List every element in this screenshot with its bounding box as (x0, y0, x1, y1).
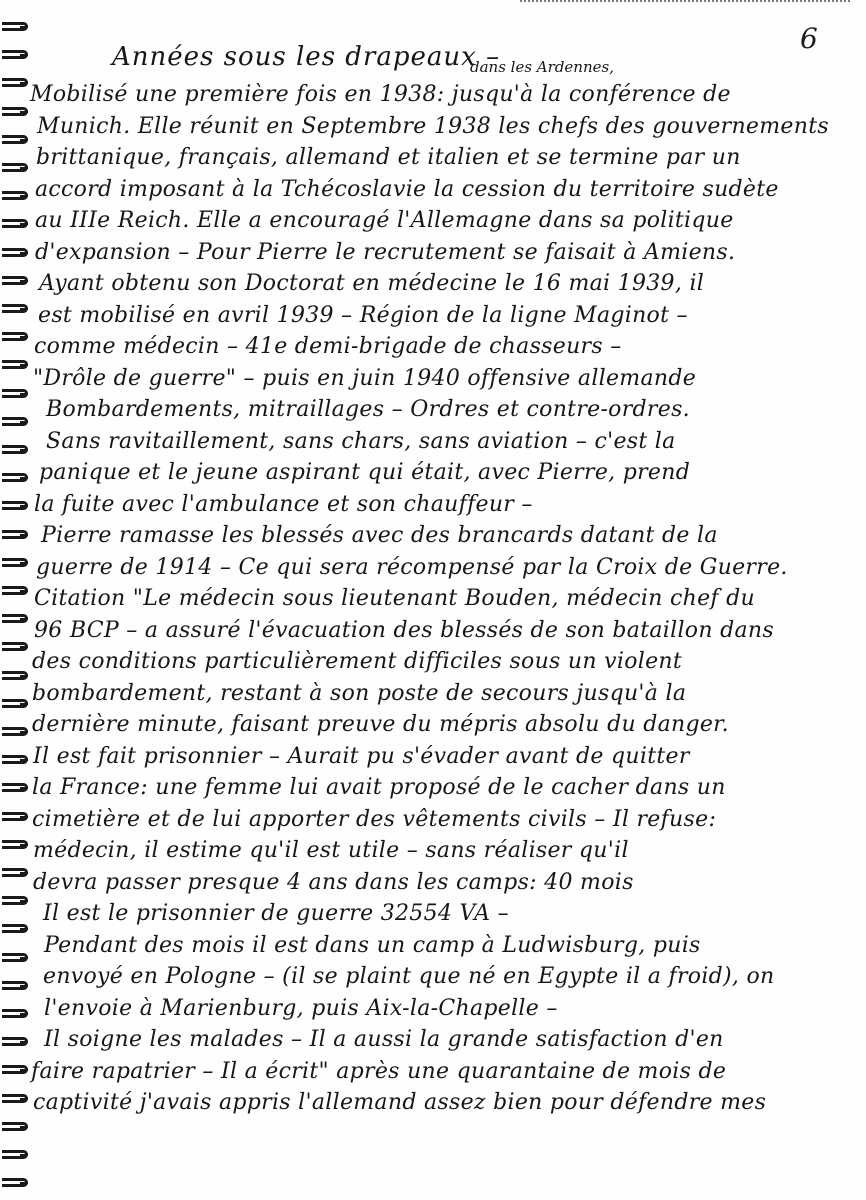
text-line: "Drôle de guerre" – puis en juin 1940 offensive allemande (33, 365, 697, 391)
spiral-ring (2, 530, 28, 539)
text-line: Ayant obtenu son Doctorat en médecine le 16 mai 1939, il (39, 271, 705, 296)
spiral-ring (2, 981, 28, 990)
spiral-ring (2, 1037, 28, 1046)
text-line: Citation "Le médecin sous lieutenant Bouden, médecin chef du (34, 586, 755, 611)
text-line: accord imposant à la Tchécoslavie la cession du territoire sudète (35, 176, 779, 202)
text-line: guerre de 1914 – Ce qui sera récompensé par la Croix de Guerre. (36, 554, 788, 580)
spiral-ring (2, 1009, 28, 1018)
spiral-ring (2, 163, 28, 172)
spiral-ring (2, 868, 28, 877)
text-line: Pendant des mois il est dans un camp à Ludwisburg, puis (44, 932, 701, 958)
text-line: comme médecin – 41e demi-brigade de chasseurs – (34, 334, 622, 359)
spiral-ring (2, 671, 28, 680)
text-line: la France: une femme lui avait proposé de le cacher dans un (32, 775, 726, 800)
text-line: des conditions particulièrement difficiles sous un violent (32, 649, 683, 674)
spiral-ring (2, 417, 28, 426)
text-line: Bombardements, mitraillages – Ordres et contre-ordres. (46, 397, 690, 422)
spiral-ring (2, 107, 28, 116)
spiral-ring (2, 219, 28, 228)
text-line: médecin, il estime qu'il est utile – sans réaliser qu'il (33, 838, 629, 863)
spiral-ring (2, 586, 28, 595)
text-line: captivité j'avais appris l'allemand assez bien pour défendre mes (33, 1090, 767, 1115)
spiral-ring (2, 1065, 28, 1074)
text-line: d'expansion – Pour Pierre le recrutement se faisait à Amiens. (35, 239, 736, 265)
text-line: Il est le prisonnier de guerre 32554 VA – (43, 901, 509, 926)
page-number: 6 (800, 22, 818, 55)
text-line: faire rapatrier – Il a écrit" après une quarantaine de mois de (31, 1058, 727, 1084)
text-line: dernière minute, faisant preuve du mépris absolu du danger. (32, 712, 729, 737)
spiral-ring (2, 50, 28, 59)
spiral-ring (2, 896, 28, 905)
spiral-ring (2, 1150, 28, 1159)
text-line: 96 BCP – a assuré l'évacuation des blessés de son bataillon dans (34, 617, 774, 643)
spiral-ring (2, 501, 28, 510)
text-line: Sans ravitaillement, sans chars, sans aviation – c'est la (46, 428, 676, 454)
spiral-ring (2, 332, 28, 341)
text-line: bombardement, restant à son poste de secours jusqu'à la (32, 680, 687, 706)
page-title: Années sous les drapeaux – (112, 42, 501, 72)
spiral-ring (2, 1094, 28, 1103)
spiral-ring (2, 445, 28, 454)
spiral-ring (2, 783, 28, 792)
spiral-ring (2, 699, 28, 708)
spiral-ring (2, 473, 28, 482)
spiral-ring (2, 135, 28, 144)
text-line: Mobilisé une première fois en 1938: jusqu'à la conférence de (30, 82, 731, 107)
spiral-ring (2, 953, 28, 962)
spiral-ring (2, 642, 28, 651)
inserted-annotation: dans les Ardennes, (470, 58, 614, 76)
spiral-ring (2, 78, 28, 87)
spiral-ring (2, 614, 28, 623)
text-line: Pierre ramasse les blessés avec des brancards datant de la (41, 523, 718, 548)
text-line: est mobilisé en avril 1939 – Région de la ligne Maginot – (38, 302, 688, 328)
spiral-ring (2, 755, 28, 764)
spiral-ring (2, 1178, 28, 1187)
text-line: brittanique, français, allemand et italien et se termine par un (36, 145, 741, 170)
page-top-perforation (520, 0, 850, 10)
spiral-ring (2, 924, 28, 933)
spiral-ring (2, 812, 28, 821)
spiral-ring (2, 22, 28, 31)
spiral-ring (2, 304, 28, 313)
text-line: l'envoie à Marienburg, puis Aix-la-Chapelle – (44, 995, 558, 1021)
text-line: au IIIe Reich. Elle a encouragé l'Allemagne dans sa politique (35, 208, 734, 233)
spiral-ring (2, 389, 28, 398)
text-line: Munich. Elle réunit en Septembre 1938 les chefs des gouvernements (37, 113, 829, 139)
spiral-ring (2, 840, 28, 849)
spiral-ring (2, 558, 28, 567)
text-line: la fuite avec l'ambulance et son chauffeur – (34, 491, 533, 517)
text-line: Il est fait prisonnier – Aurait pu s'évader avant de quitter (33, 743, 690, 769)
spiral-ring (2, 191, 28, 200)
spiral-ring (2, 276, 28, 285)
spiral-ring (2, 727, 28, 736)
text-line: cimetière et de lui apporter des vêtements civils – Il refuse: (32, 806, 717, 832)
text-line: panique et le jeune aspirant qui était, avec Pierre, prend (39, 460, 691, 485)
text-line: devra passer presque 4 ans dans les camps: 40 mois (33, 869, 634, 895)
text-line: envoyé en Pologne – (il se plaint que né en Egypte il a froid), on (43, 964, 775, 989)
spiral-ring (2, 1122, 28, 1131)
spiral-ring (2, 360, 28, 369)
spiral-ring (2, 248, 28, 257)
text-line: Il soigne les malades – Il a aussi la grande satisfaction d'en (44, 1027, 724, 1052)
